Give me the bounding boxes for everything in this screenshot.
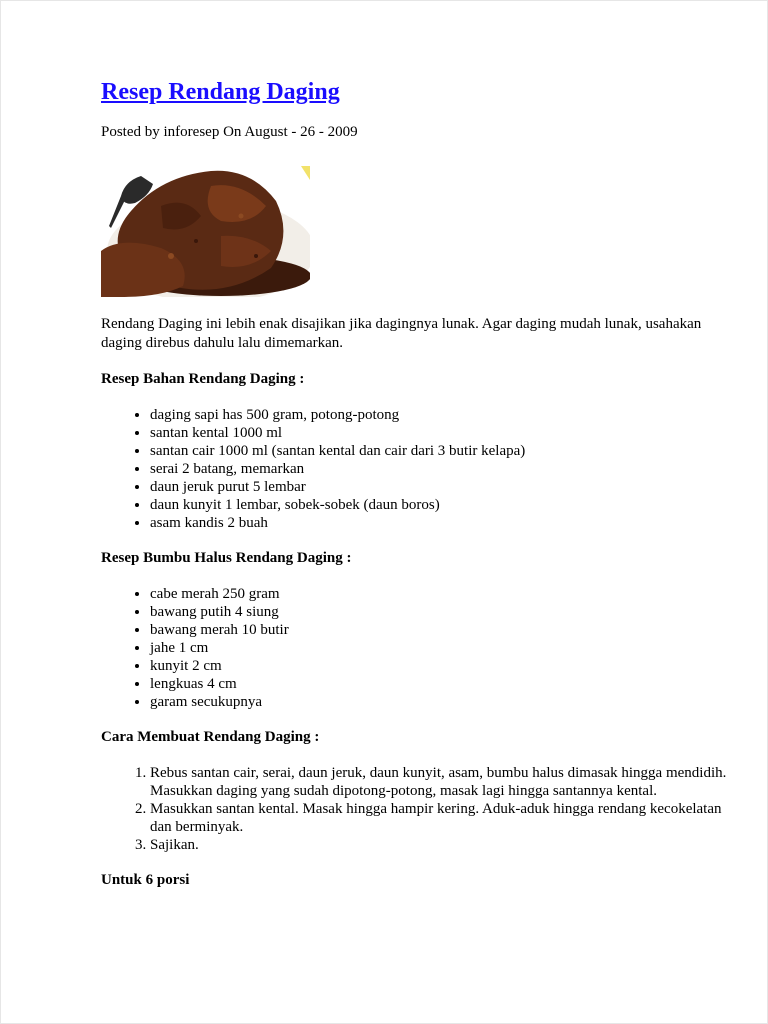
- list-item: • santan cair 1000 ml (santan kental dan cair dari 3 butir kelapa): [150, 442, 731, 460]
- list-item: • jahe 1 cm: [150, 639, 731, 657]
- bahan-list: [101, 406, 731, 532]
- list-item: • bawang merah 10 butir: [150, 621, 731, 639]
- bahan-heading: Resep Bahan Rendang Daging :: [101, 371, 305, 387]
- bumbu-heading: Resep Bumbu Halus Rendang Daging :: [101, 550, 352, 566]
- step-item: 2. Masukkan santan kental. Masak hingga hampir kering. Aduk-aduk hingga rendang kecokelatan dan berminyak.: [150, 800, 731, 836]
- rendang-photo: [101, 156, 310, 297]
- list-item: • santan kental 1000 ml: [150, 424, 731, 442]
- cara-heading: Cara Membuat Rendang Daging :: [101, 729, 320, 745]
- cara-steps: [101, 764, 731, 854]
- intro-paragraph: Rendang Daging ini lebih enak disajikan jika dagingnya lunak. Agar daging mudah lunak, usahakan daging direbus dahulu lalu dimemarkan.: [101, 316, 702, 351]
- list-item: • daun kunyit 1 lembar, sobek-sobek (daun boros): [150, 496, 731, 514]
- list-item: • cabe merah 250 gram: [150, 585, 731, 603]
- list-item: • serai 2 batang, memarkan: [150, 460, 731, 478]
- article: [101, 78, 731, 890]
- page-title[interactable]: Resep Rendang Daging: [101, 79, 340, 105]
- list-item: • kunyit 2 cm: [150, 657, 731, 675]
- list-item: • garam secukupnya: [150, 693, 731, 711]
- bumbu-list: [101, 585, 731, 711]
- post-meta: Posted by inforesep On August - 26 - 2009: [101, 124, 358, 140]
- list-item: • bawang putih 4 siung: [150, 603, 731, 621]
- list-item: • lengkuas 4 cm: [150, 675, 731, 693]
- list-item: • asam kandis 2 buah: [150, 514, 731, 532]
- list-item: • daging sapi has 500 gram, potong-potong: [150, 406, 731, 424]
- list-item: • daun jeruk purut 5 lembar: [150, 478, 731, 496]
- step-item: 3. Sajikan.: [150, 836, 731, 854]
- porsi-label: Untuk 6 porsi: [101, 872, 190, 888]
- step-item: 1. Rebus santan cair, serai, daun jeruk, daun kunyit, asam, bumbu halus dimasak hingga mendidih. Masukkan daging yang sudah dipotong-potong, masak lagi hingga santannya kental.: [150, 764, 731, 800]
